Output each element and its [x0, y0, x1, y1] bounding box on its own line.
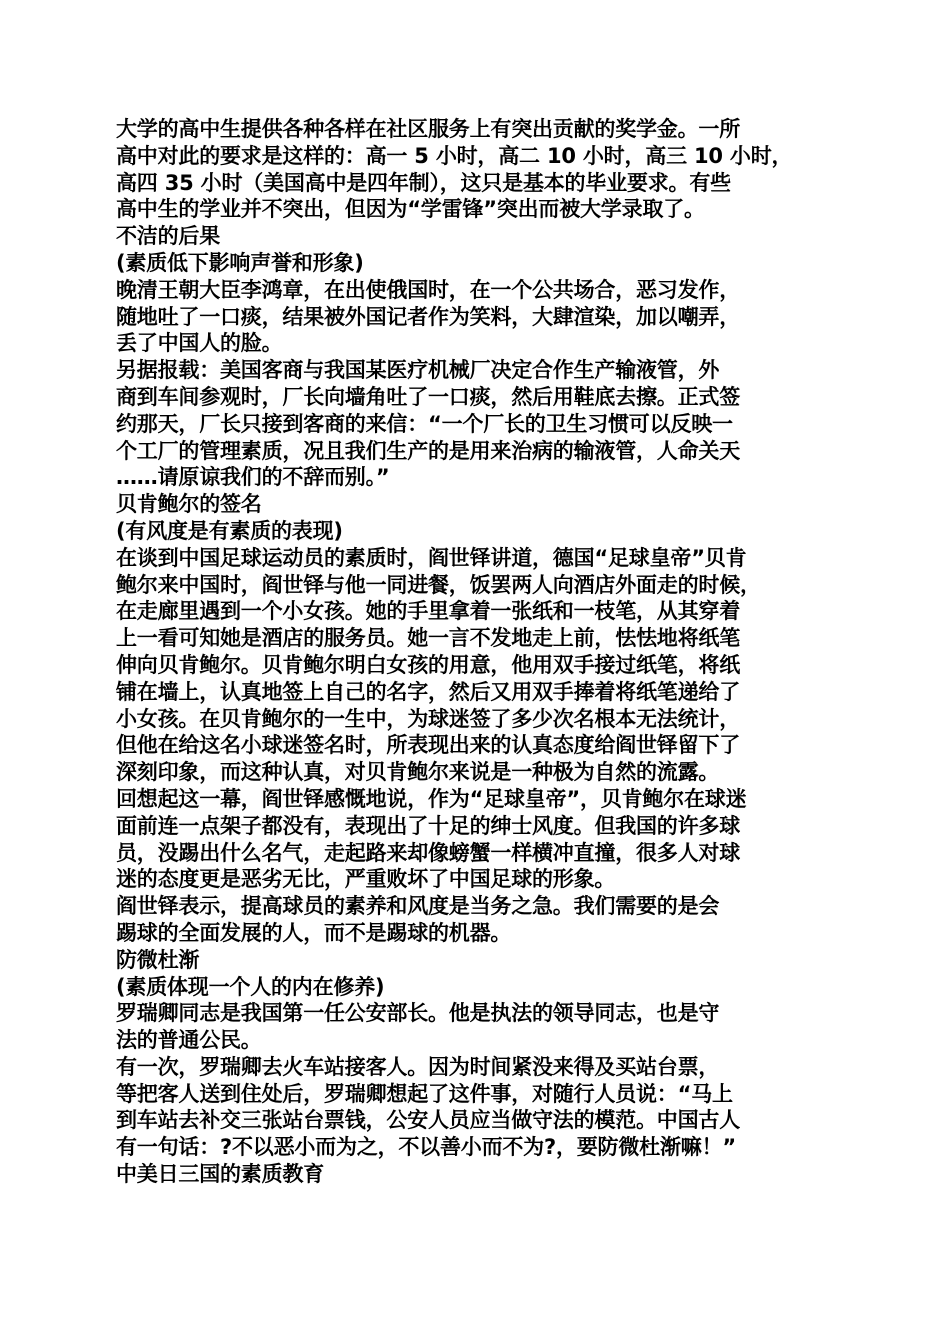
document-body: [116, 116, 846, 1188]
text-line: 阎世铎表示，提高球员的素养和风度是当务之急。我们需要的是会: [116, 894, 720, 919]
text-line: 丢了中国人的脸。: [116, 331, 283, 356]
text-line: 大学的高中生提供各种各样在社区服务上有突出贡献的奖学金。一所: [116, 117, 740, 141]
text-line: 到车站去补交三张站台票钱，公安人员应当做守法的模范。中国古人: [116, 1108, 740, 1133]
text-line: 迷的态度更是恶劣无比，严重败坏了中国足球的形象。: [116, 867, 616, 892]
text-line: 法的普通公民。: [116, 1028, 262, 1053]
text-line: 员，没踢出什么名气，走起路来却像螃蟹一样横冲直撞，很多人对球: [116, 840, 740, 865]
text-line: 随地吐了一口痰，结果被外国记者作为笑料，大肆渲染，加以嘲弄，: [116, 304, 740, 329]
text-line: 晚清王朝大臣李鸿章，在出使俄国时，在一个公共场合，恶习发作，: [116, 277, 740, 302]
text-line: 约那天，厂长只接到客商的来信：“一个厂长的卫生习惯可以反映一: [116, 411, 733, 436]
text-line: 有一次，罗瑞卿去火车站接客人。因为时间紧没来得及买站台票，: [116, 1054, 720, 1079]
section-subheading: (有风度是有素质的表现): [116, 518, 343, 543]
text-line: 踢球的全面发展的人，而不是踢球的机器。: [116, 920, 512, 945]
text-line: 高中生的学业并不突出，但因为“学雷锋”突出而被大学录取了。: [116, 197, 705, 222]
text-line: 上一看可知她是酒店的服务员。她一言不发地走上前，怯怯地将纸笔: [116, 626, 740, 651]
text-line: 高中对此的要求是这样的：高一 5 小时，高二 10 小时，高三 10 小时，: [116, 143, 793, 168]
text-line: 深刻印象，而这种认真，对贝肯鲍尔来说是一种极为自然的流露。: [116, 760, 720, 785]
section-heading: 中美日三国的素质教育: [116, 1162, 324, 1187]
text-line: 小女孩。在贝肯鲍尔的一生中，为球迷签了多少次名根本无法统计，: [116, 706, 740, 731]
text-line: 另据报载：美国客商与我国某医疗机械厂决定合作生产输液管，外: [116, 358, 720, 383]
text-line: 鲍尔来中国时，阎世铎与他一同进餐，饭罢两人向酒店外面走的时候，: [116, 572, 761, 597]
text-line: 高四 35 小时（美国高中是四年制），这只是基本的毕业要求。有些: [116, 170, 731, 195]
text-line: 等把客人送到住处后，罗瑞卿想起了这件事，对随行人员说：“马上: [116, 1081, 733, 1106]
text-line: 在走廊里遇到一个小女孩。她的手里拿着一张纸和一枝笔，从其穿着: [116, 599, 740, 624]
text-line: 商到车间参观时，厂长向墙角吐了一口痰，然后用鞋底去擦。正式签: [116, 384, 740, 409]
section-subheading: (素质体现一个人的内在修养): [116, 974, 385, 999]
section-heading: 不洁的后果: [116, 224, 220, 249]
text-line: 伸向贝肯鲍尔。贝肯鲍尔明白女孩的用意，他用双手接过纸笔，将纸: [116, 652, 740, 677]
text-line: ……请原谅我们的不辞而别。”: [116, 465, 390, 490]
text-line: 在谈到中国足球运动员的素质时，阎世铎讲道，德国“足球皇帝”贝肯: [116, 545, 747, 570]
section-heading: 贝肯鲍尔的签名: [116, 492, 262, 517]
text-line: 但他在给这名小球迷签名时，所表现出来的认真态度给阎世铎留下了: [116, 733, 740, 758]
text-line: 面前连一点架子都没有，表现出了十足的绅士风度。但我国的许多球: [116, 813, 740, 838]
text-line: 个工厂的管理素质，况且我们生产的是用来治病的输液管，人命关天: [116, 438, 740, 463]
section-heading: 防微杜渐: [116, 947, 200, 972]
text-line: 回想起这一幕，阎世铎感慨地说，作为“足球皇帝”，贝肯鲍尔在球迷: [116, 786, 747, 811]
text-line: 铺在墙上，认真地签上自己的名字，然后又用双手捧着将纸笔递给了: [116, 679, 740, 704]
text-line: 罗瑞卿同志是我国第一任公安部长。他是执法的领导同志，也是守: [116, 1001, 720, 1026]
section-subheading: (素质低下影响声誉和形象): [116, 250, 364, 275]
text-line: 有一句话：?不以恶小而为之，不以善小而不为?，要防微杜渐嘛！”: [116, 1135, 736, 1160]
